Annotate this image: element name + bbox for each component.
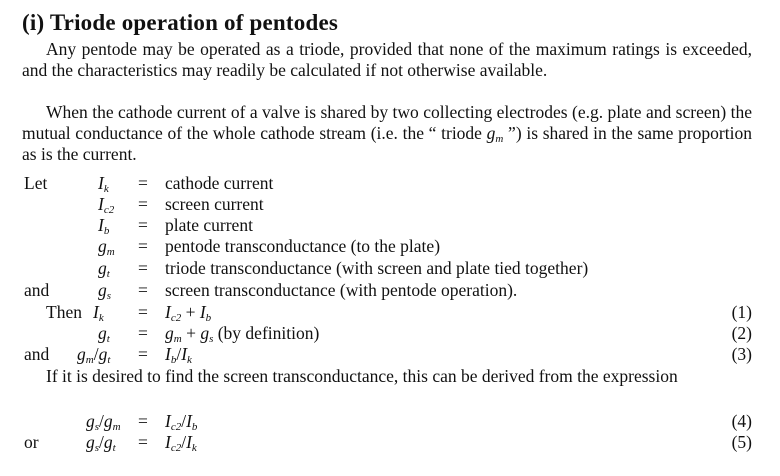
definition-text: screen current bbox=[165, 194, 264, 214]
definition-row bbox=[0, 215, 780, 236]
equation-number: (5) bbox=[731, 432, 752, 452]
definition-text: pentode transconductance (to the plate) bbox=[165, 236, 441, 256]
definition-lead: and bbox=[24, 280, 50, 300]
definition-row bbox=[0, 280, 780, 301]
equation-3 bbox=[0, 344, 780, 365]
equation-number: (2) bbox=[731, 323, 752, 343]
equation-1 bbox=[0, 302, 780, 323]
equation-rhs: $I_{c2}/I_k$ bbox=[165, 432, 197, 454]
equation-lhs: $g_t$ bbox=[98, 323, 110, 345]
definition-text: cathode current bbox=[165, 173, 274, 193]
equals-sign: = bbox=[138, 215, 148, 235]
equation-number: (1) bbox=[731, 302, 752, 322]
definition-symbol: $I_{c2}$ bbox=[98, 194, 115, 216]
definition-symbol: $g_t$ bbox=[98, 258, 110, 280]
equals-sign: = bbox=[138, 173, 148, 193]
section-title: (i) Triode operation of pentodes bbox=[22, 10, 339, 35]
equation-number: (4) bbox=[731, 411, 752, 431]
equation-rhs: $I_{c2}/I_b$ bbox=[165, 411, 198, 433]
definition-row bbox=[0, 194, 780, 215]
equation-lead: and bbox=[24, 344, 50, 364]
equals-sign: = bbox=[138, 411, 148, 431]
paragraph-screen-text: If it is desired to find the screen transconductance, this can be derived from the expression bbox=[46, 366, 678, 386]
definition-lead: Let bbox=[24, 173, 48, 193]
definition-symbol: $I_k$ bbox=[98, 173, 109, 195]
definition-row bbox=[0, 236, 780, 257]
definition-text: screen transconductance (with pentode operation). bbox=[165, 280, 518, 300]
gm-symbol: g bbox=[486, 123, 496, 143]
definition-symbol: $g_s$ bbox=[98, 280, 112, 302]
paragraph-screen-transconductance bbox=[22, 366, 752, 387]
equals-sign: = bbox=[138, 236, 148, 256]
equals-sign: = bbox=[138, 258, 148, 278]
paragraph-text-part1: When the cathode current of a valve is shared by two collecting electrodes (e.g. plate and screen) the mutual conductance of the whole cathode stream (i.e. the “ triode bbox=[22, 102, 752, 143]
gm-subscript: m bbox=[495, 133, 504, 145]
equation-lhs: $g_m/g_t$ bbox=[77, 344, 111, 366]
equation-lead: or bbox=[24, 432, 39, 452]
definition-symbol: $I_b$ bbox=[98, 215, 110, 237]
equation-lead: Then bbox=[46, 302, 82, 322]
definition-text: triode transconductance (with screen and plate tied together) bbox=[165, 258, 589, 278]
equation-lhs: $g_s/g_m$ bbox=[86, 411, 121, 433]
paragraph-intro bbox=[22, 39, 752, 81]
equation-lhs: $I_k$ bbox=[93, 302, 104, 324]
definition-text: plate current bbox=[165, 215, 253, 235]
equation-number: (3) bbox=[731, 344, 752, 364]
definition-row bbox=[0, 173, 780, 194]
equals-sign: = bbox=[138, 344, 148, 364]
paragraph-intro-text: Any pentode may be operated as a triode, provided that none of the maximum ratings is exceeded, and the characteristics may readily be calculated if not otherwise available. bbox=[22, 39, 752, 80]
equals-sign: = bbox=[138, 323, 148, 343]
equation-2 bbox=[0, 323, 780, 344]
equation-rhs: $I_b/I_k$ bbox=[165, 344, 192, 366]
equation-rhs: $I_{c2} + I_b$ bbox=[165, 302, 212, 324]
equation-4 bbox=[0, 411, 780, 432]
paragraph-text-part2: ”) is shared in the same proportion as is the current. bbox=[22, 123, 752, 164]
equation-rhs: $g_m + g_s$ (by definition) bbox=[165, 323, 320, 345]
paragraph-shared-current bbox=[22, 102, 752, 165]
equals-sign: = bbox=[138, 280, 148, 300]
definition-symbol: $g_m$ bbox=[98, 236, 115, 258]
equation-lhs: $g_s/g_t$ bbox=[86, 432, 116, 454]
equals-sign: = bbox=[138, 432, 148, 452]
equals-sign: = bbox=[138, 194, 148, 214]
definition-row bbox=[0, 258, 780, 279]
equals-sign: = bbox=[138, 302, 148, 322]
equation-5 bbox=[0, 432, 780, 453]
